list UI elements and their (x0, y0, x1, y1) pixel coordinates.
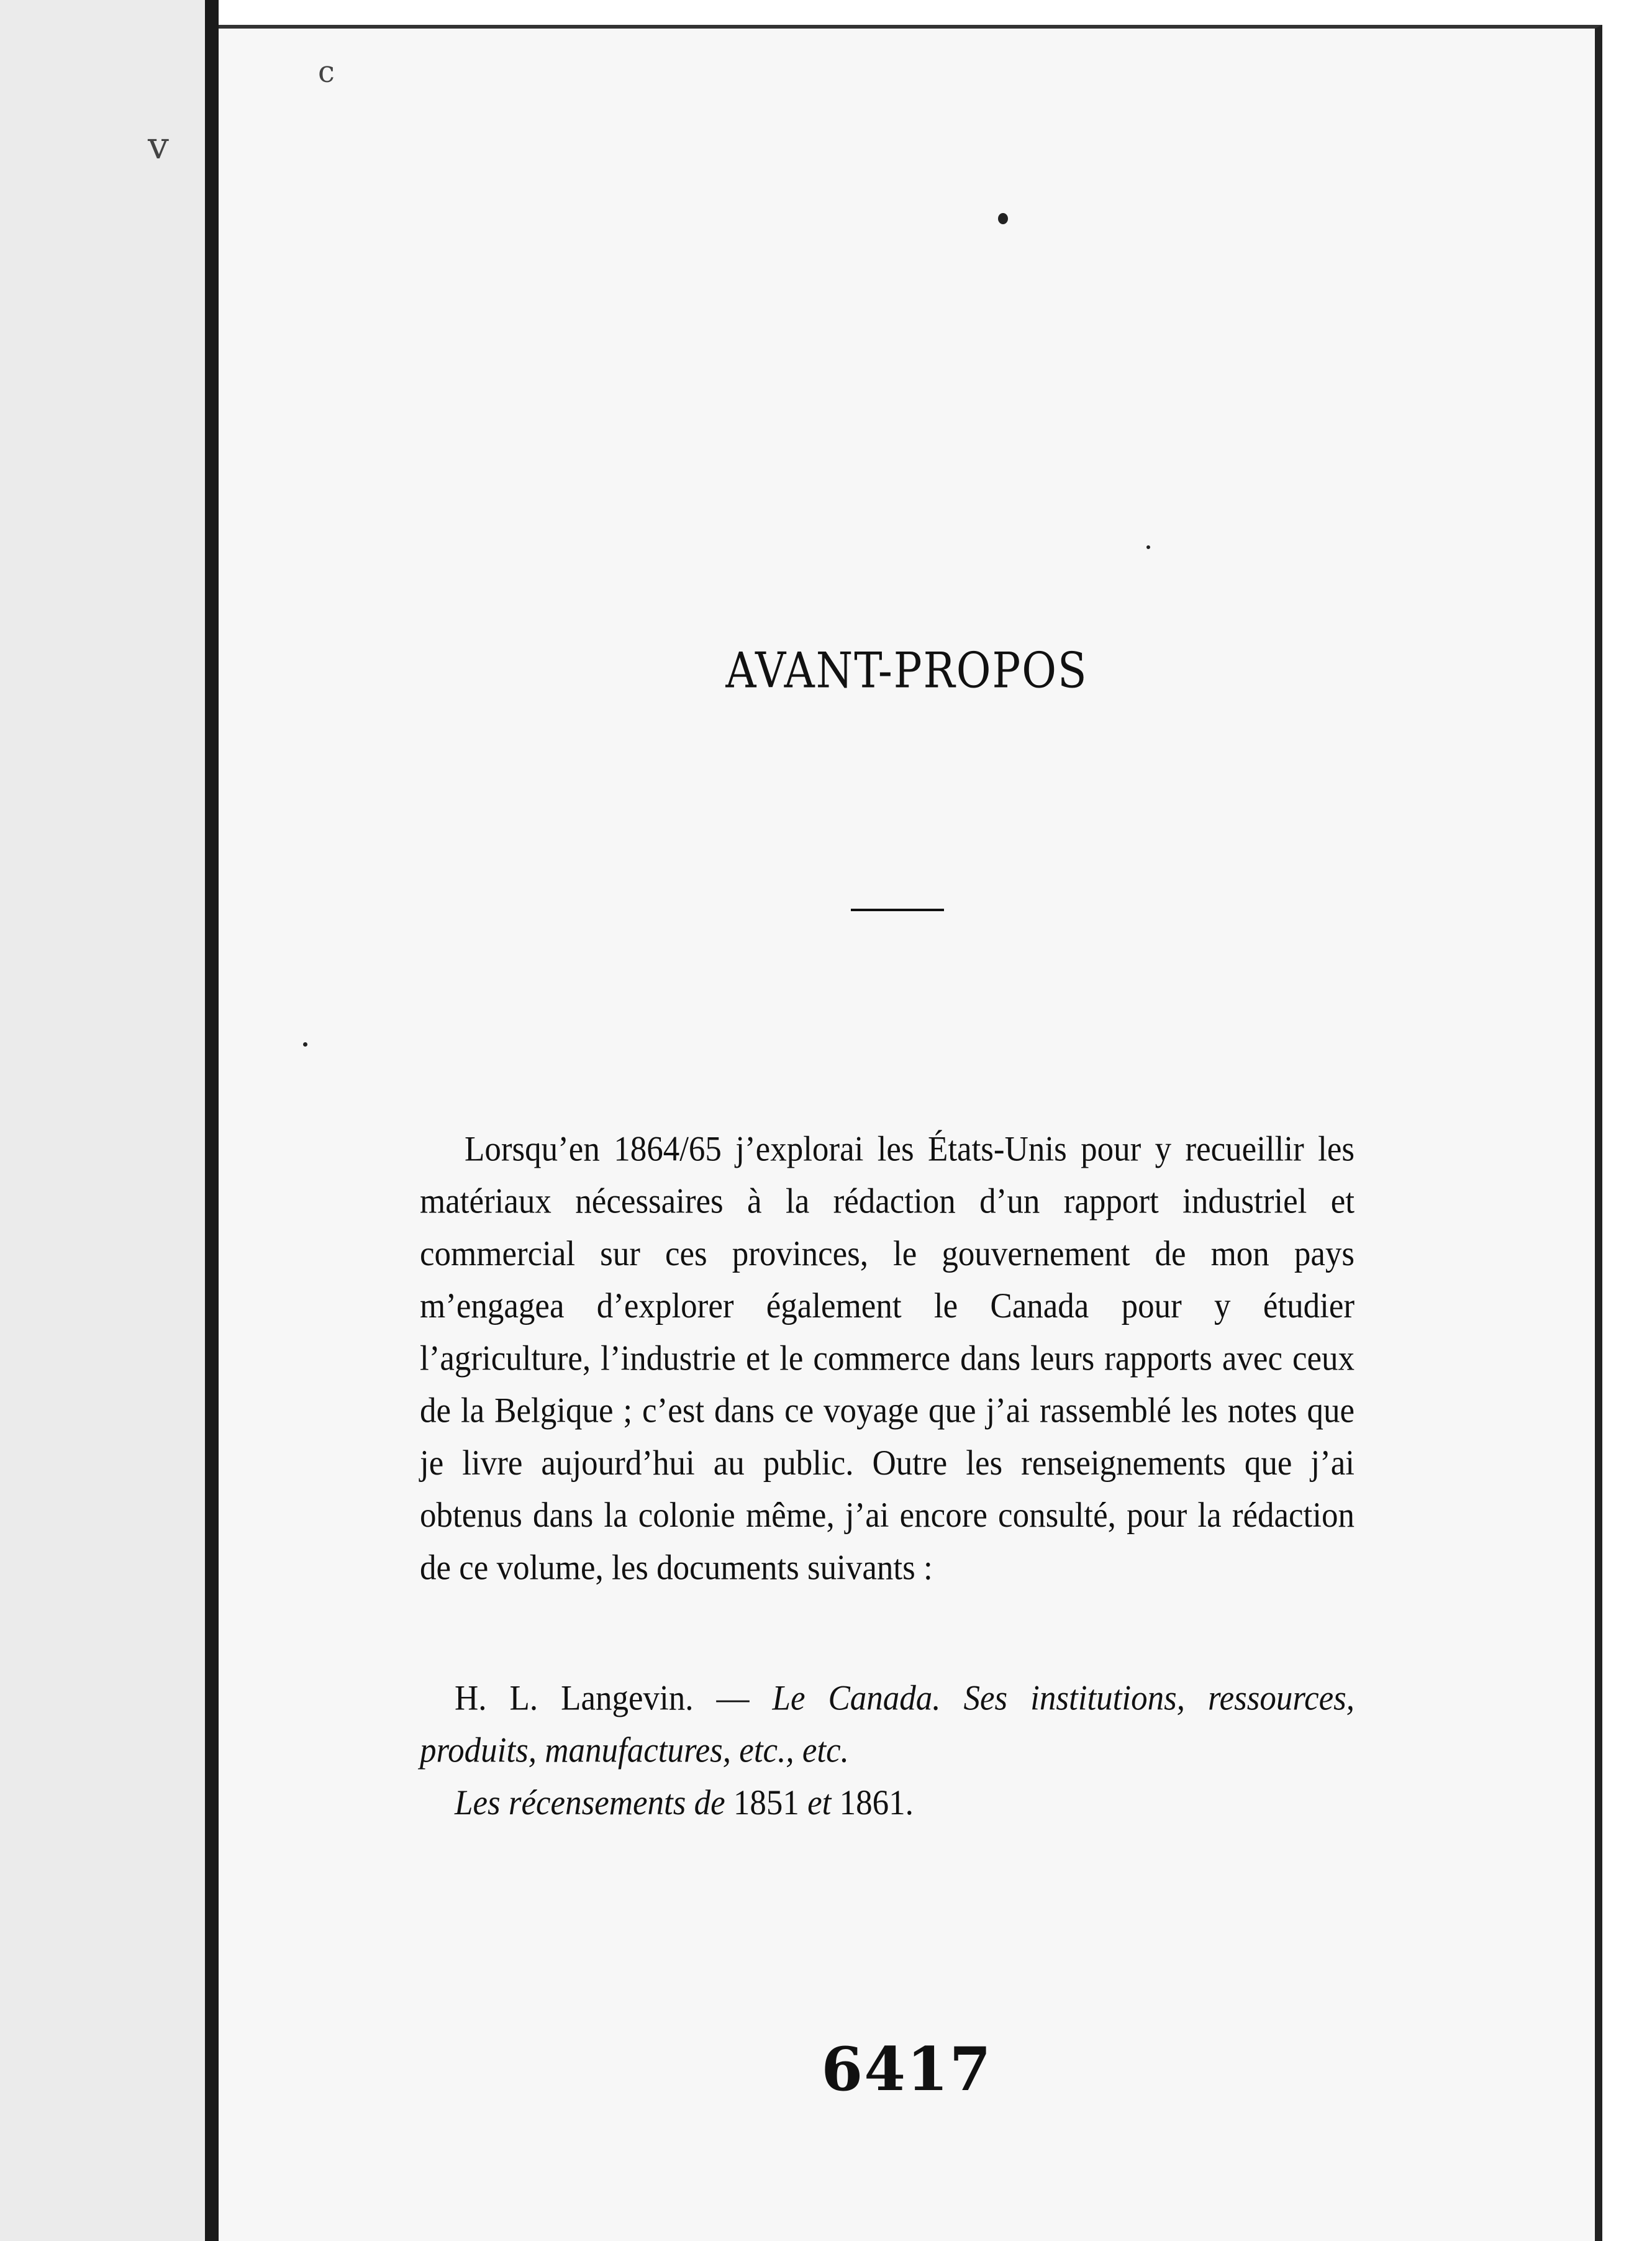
left-page-mark: v (148, 124, 169, 168)
title-rule (851, 909, 944, 911)
ink-speck (303, 1042, 307, 1047)
census-text-1: Les récensements de (455, 1783, 733, 1822)
page-gutter (205, 0, 219, 2241)
ink-speck (998, 213, 1008, 224)
page-number-stamp: 6417 (821, 2034, 992, 2104)
reference-title: Le Canada. Ses institutions, ressources, produits, manufactures, etc., etc. (420, 1678, 1355, 1770)
census-year-1: 1851 (733, 1783, 799, 1822)
references-list (420, 1672, 1355, 1829)
reference-author: H. L. Langevin. — (455, 1678, 773, 1718)
census-text-2: et (799, 1783, 840, 1822)
census-year-2: 1861 (839, 1783, 905, 1822)
ink-speck (1146, 545, 1150, 549)
left-page-edge (0, 0, 205, 2241)
reference-census (420, 1776, 1355, 1829)
page-title: AVANT-PROPOS (725, 643, 1088, 699)
right-margin (1602, 25, 1652, 2241)
top-left-mark: c (318, 55, 335, 89)
intro-paragraph: Lorsqu’en 1864/65 j’explorai les États-Unis pour y recueillir les matériaux nécessaires à la rédaction d’un rapport industriel et commercial sur ces provinces, le gouvernement de mon pays m’engagea d’explorer également le Canada pour y étudier l’agriculture, l’industrie et le commerce dans leurs rapports avec ceux de la Belgique ; c’est dans ce voyage que j’ai rassemblé les notes que je livre aujourd’hui au public. Outre les renseignements que j’ai obtenus dans la colonie même, j’ai encore consulté, pour la rédaction de ce volume, les documents suivants : (420, 1129, 1355, 1588)
census-end: . (905, 1783, 914, 1822)
reference-langevin (420, 1672, 1355, 1776)
